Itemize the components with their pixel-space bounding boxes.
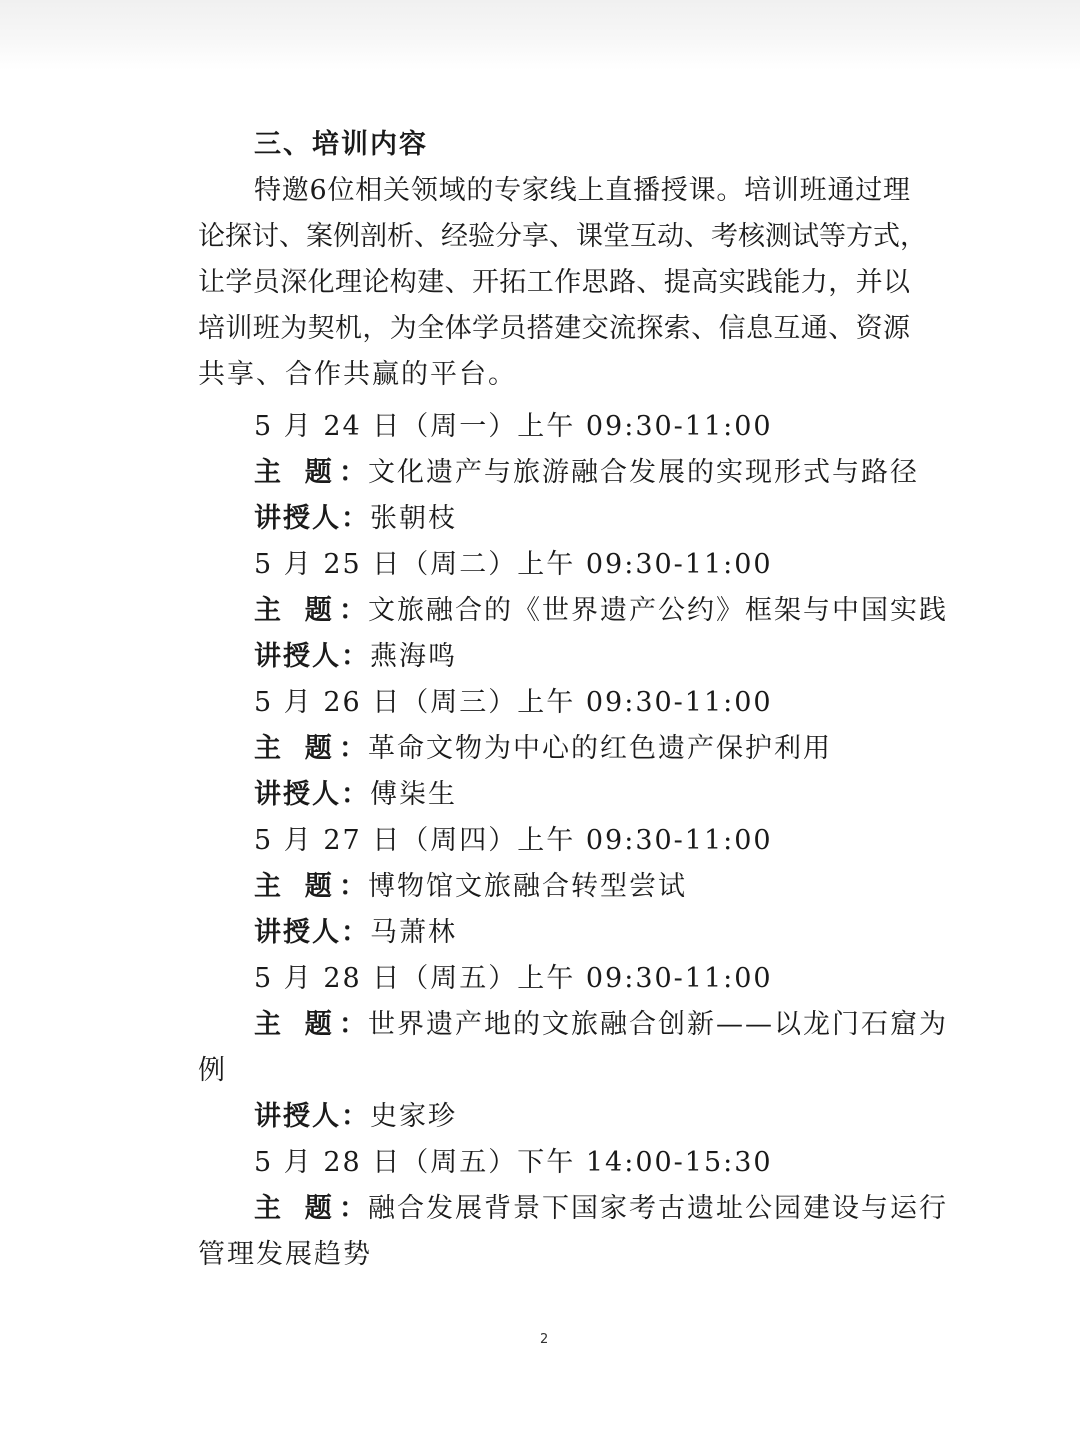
session-3-time: 5 月 26 日（周三）上午 09:30-11:00 (254, 687, 773, 718)
session-3-topic (254, 732, 832, 766)
topic-label: 主 题： (254, 457, 368, 488)
session-4-topic (254, 870, 687, 904)
session-6-topic-cont: 管理发展趋势 (198, 1239, 372, 1270)
topic-label: 主 题： (254, 1009, 368, 1040)
session-4-lecturer (254, 916, 457, 950)
lecturer-label: 讲授人： (254, 779, 370, 810)
session-6-topic-text: 融合发展背景下国家考古遗址公园建设与运行 (368, 1193, 948, 1224)
session-6-time: 5 月 28 日（周五）下午 14:00-15:30 (254, 1147, 773, 1178)
intro-line-3: 让学员深化理论构建、开拓工作思路、提高实践能力，并以 (198, 267, 910, 298)
section-heading: 三、培训内容 (254, 129, 428, 160)
session-5-lecturer (254, 1100, 457, 1134)
session-4-topic-text: 博物馆文旅融合转型尝试 (368, 871, 687, 902)
session-3-lecturer-name: 傅柒生 (370, 779, 457, 810)
lecturer-label: 讲授人： (254, 917, 370, 948)
session-5-time: 5 月 28 日（周五）上午 09:30-11:00 (254, 963, 773, 994)
session-5-topic (254, 1008, 948, 1042)
session-2-topic-text: 文旅融合的《世界遗产公约》框架与中国实践 (368, 595, 948, 626)
lecturer-label: 讲授人： (254, 503, 370, 534)
session-2-topic (254, 594, 948, 628)
session-5-topic-text: 世界遗产地的文旅融合创新——以龙门石窟为 (368, 1009, 948, 1040)
session-5-topic-cont: 例 (198, 1055, 227, 1086)
intro-line-2: 论探讨、案例剖析、经验分享、课堂互动、考核测试等方式， (198, 221, 927, 252)
intro-line-1: 特邀6位相关领域的专家线上直播授课。培训班通过理 (254, 175, 910, 206)
intro-line-5: 共享、合作共赢的平台。 (198, 359, 517, 390)
session-1-lecturer (254, 502, 457, 536)
topic-label: 主 题： (254, 733, 368, 764)
session-1-topic-text: 文化遗产与旅游融合发展的实现形式与路径 (368, 457, 919, 488)
scan-top-shadow (0, 0, 1080, 70)
session-4-time: 5 月 27 日（周四）上午 09:30-11:00 (254, 825, 773, 856)
session-2-time: 5 月 25 日（周二）上午 09:30-11:00 (254, 549, 773, 580)
lecturer-label: 讲授人： (254, 641, 370, 672)
intro-line-4: 培训班为契机，为全体学员搭建交流探索、信息互通、资源 (198, 313, 910, 344)
page-number: 2 (540, 1332, 549, 1347)
session-5-lecturer-name: 史家珍 (370, 1101, 457, 1132)
session-3-topic-text: 革命文物为中心的红色遗产保护利用 (368, 733, 832, 764)
session-2-lecturer (254, 640, 457, 674)
topic-label: 主 题： (254, 595, 368, 626)
lecturer-label: 讲授人： (254, 1101, 370, 1132)
topic-label: 主 题： (254, 1193, 368, 1224)
topic-label: 主 题： (254, 871, 368, 902)
session-3-lecturer (254, 778, 457, 812)
session-4-lecturer-name: 马萧林 (370, 917, 457, 948)
session-1-lecturer-name: 张朝枝 (370, 503, 457, 534)
session-1-time: 5 月 24 日（周一）上午 09:30-11:00 (254, 411, 773, 442)
session-1-topic (254, 456, 919, 490)
session-2-lecturer-name: 燕海鸣 (370, 641, 457, 672)
session-6-topic (254, 1192, 948, 1226)
